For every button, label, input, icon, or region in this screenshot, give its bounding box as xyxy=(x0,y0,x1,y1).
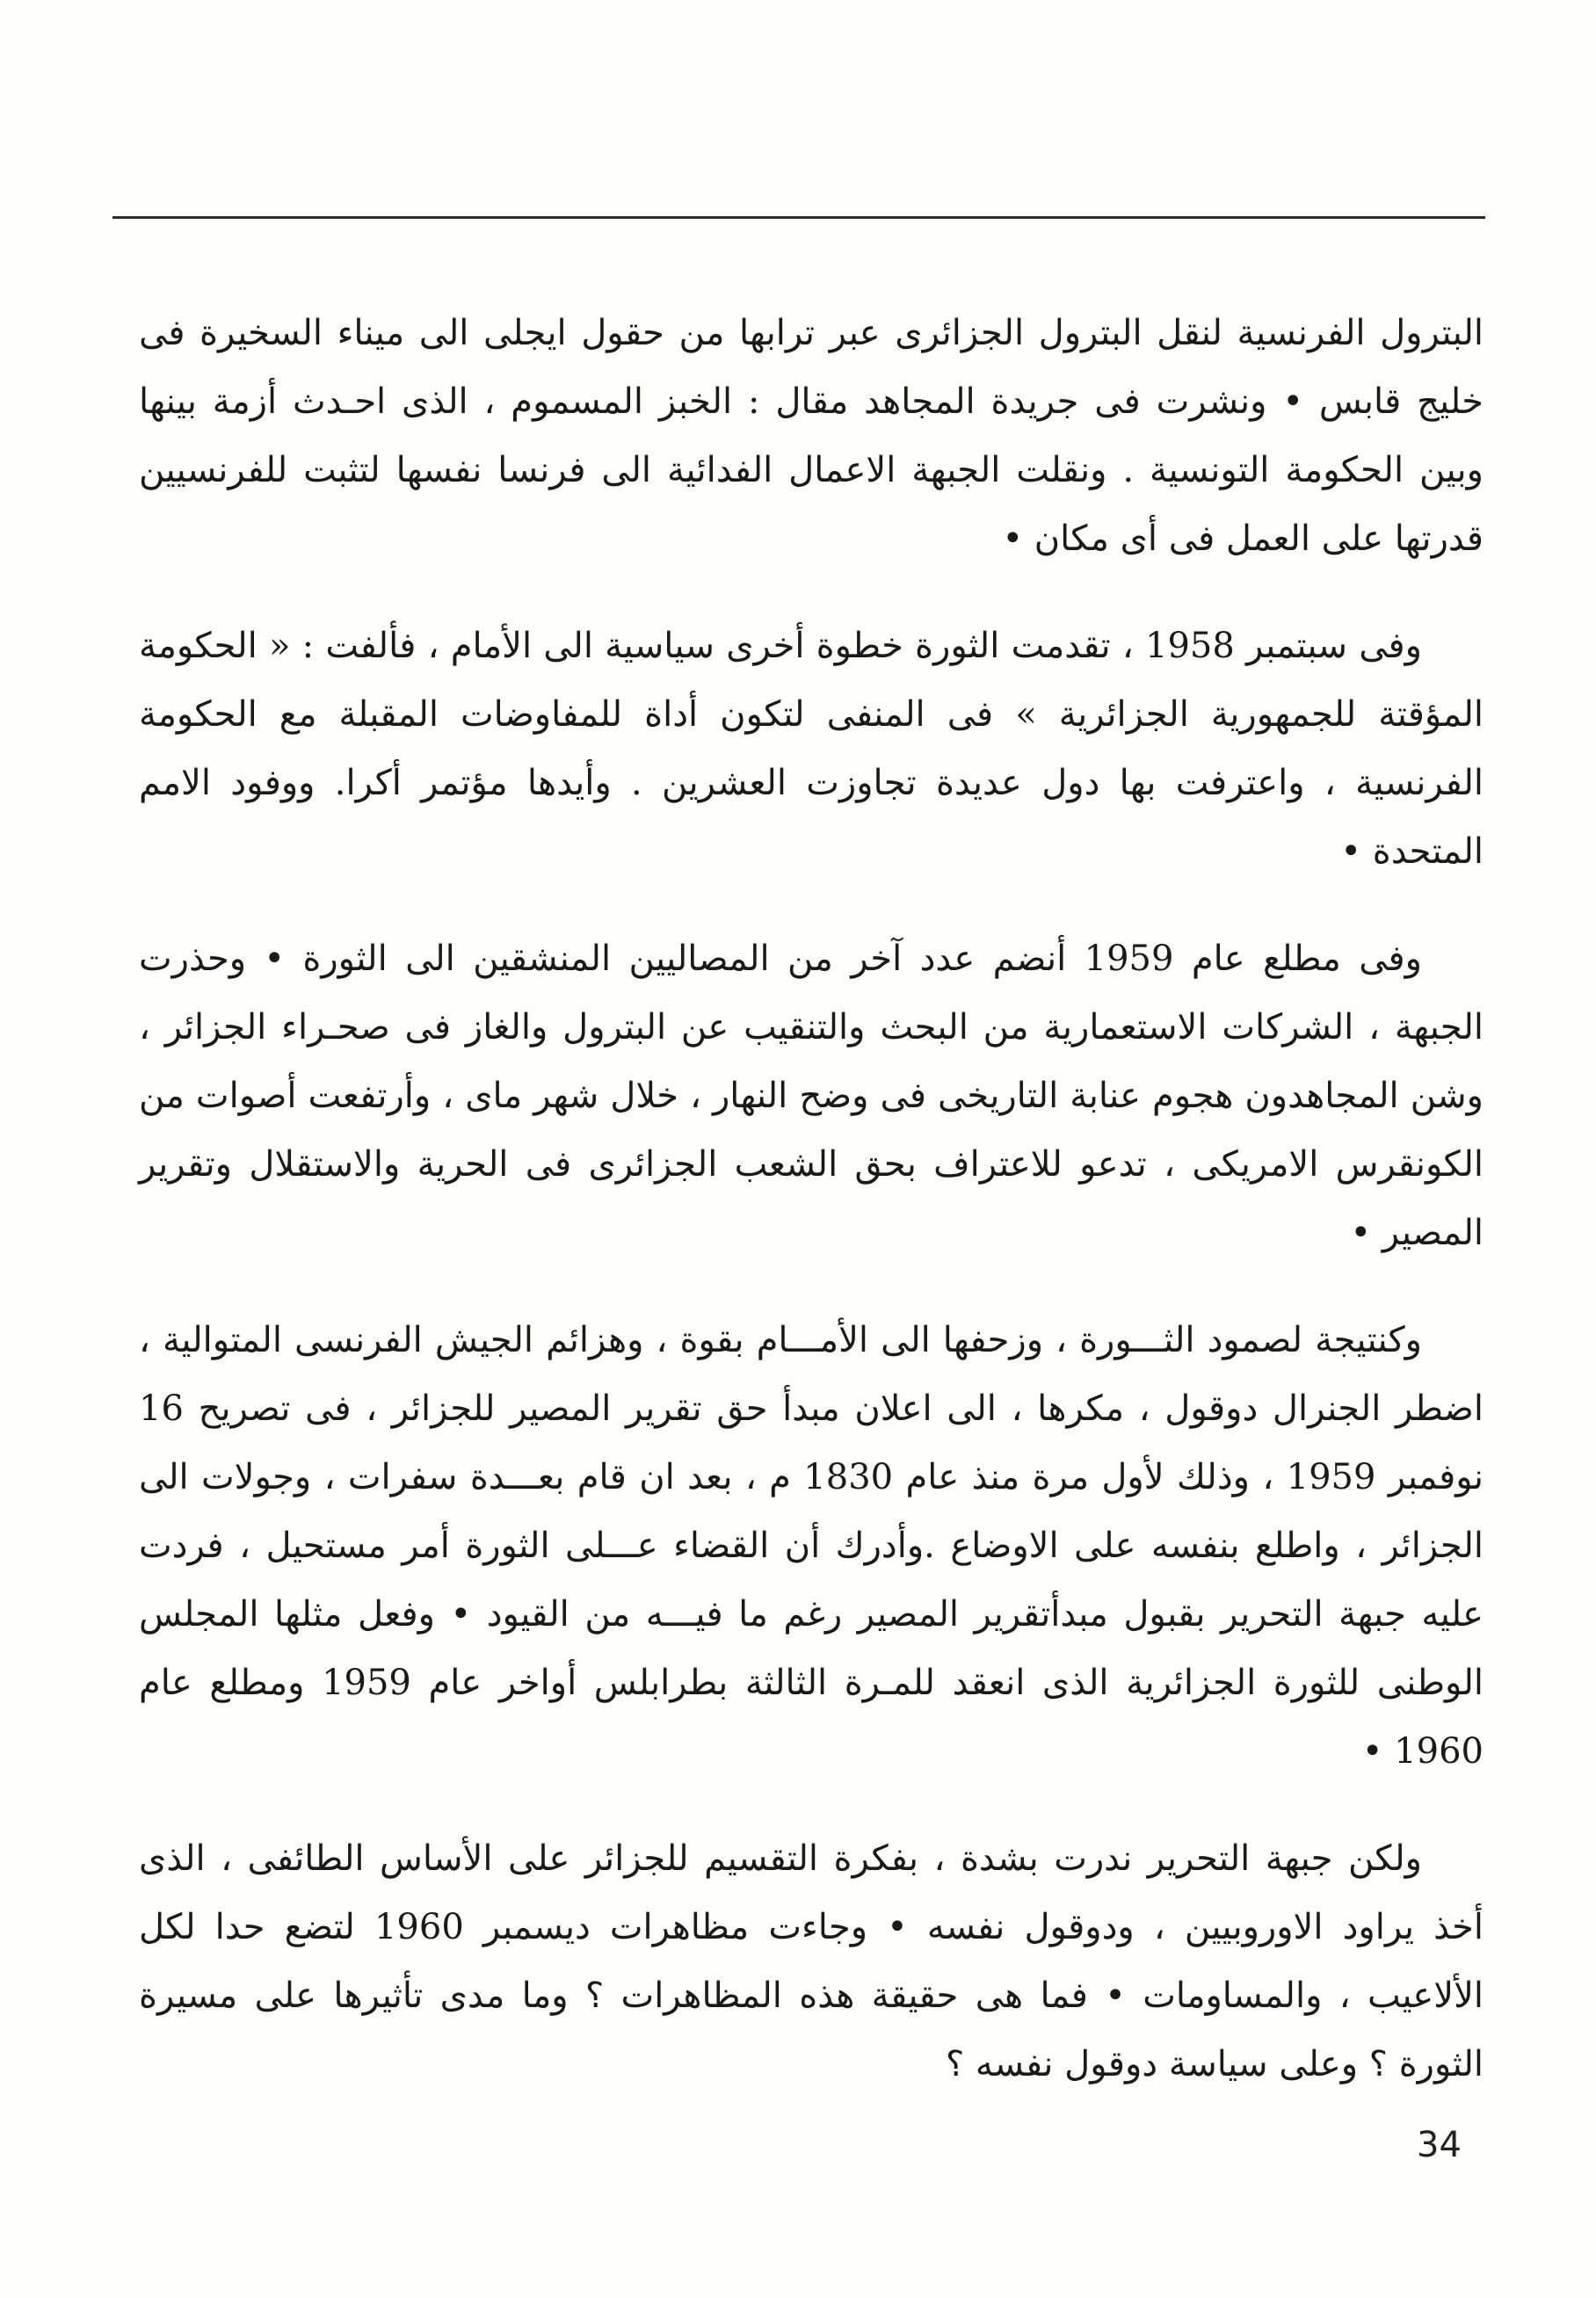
document-body xyxy=(139,299,1484,2137)
paragraph-3: وفى مطلع عام 1959 أنضم عدد آخر من المصاليين المنشقين الى الثورة • وحذرت الجبهة ، الشركات الاستعمارية من البحث والتنقيب عن البترول والغاز فى صحـراء الجزائر ، وشن المجاهدون هجوم عنابة التاريخى فى وضح النهار ، خلال شهر ماى ، وأرتفعت أصوات من الكونقرس الامريكى ، تدعو للاعتراف بحق الشعب الجزائرى فى الحرية والاستقلال وتقرير المصير • xyxy=(139,939,1484,1253)
paragraph-5: ولكن جبهة التحرير ندرت بشدة ، بفكرة التقسيم للجزائر على الأساس الطائفى ، الذى أخذ يراود الاوروبيين ، ودوقول نفسه • وجاءت مظاهرات ديسمبر 1960 لتضع حدا لكل الألاعيب ، والمساومات • فما هى حقيقة هذه المظاهرات ؟ وما مدى تأثيرها على مسيرة الثورة ؟ وعلى سياسة دوقول نفسه ؟ xyxy=(139,1838,1484,2084)
page-number: 34 xyxy=(1417,2125,1462,2165)
paragraph-2: وفى سبتمبر 1958 ، تقدمت الثورة خطوة أخرى سياسية الى الأمام ، فألفت : « الحكومة المؤقتة للجمهورية الجزائرية » فى المنفى لتكون أداة للمفاوضات المقبلة مع الحكومة الفرنسية ، واعترفت بها دول عديدة تجاوزت العشرين . وأيدها مؤتمر أكرا. ووفود الامم المتحدة • xyxy=(139,626,1484,872)
header-rule xyxy=(112,216,1485,219)
paragraph-4: وكنتيجة لصمود الثـــورة ، وزحفها الى الأمـــام بقوة ، وهزائم الجيش الفرنسى المتوالية ، اضطر الجنرال دوقول ، مكرها ، الى اعلان مبدأ حق تقرير المصير للجزائر ، فى تصريح 16 نوفمبر 1959 ، وذلك لأول مرة منذ عام 1830 م ، بعد ان قام بعـــدة سفرات ، وجولات الى الجزائر ، واطلع بنفسه على الاوضاع .وأدرك أن القضاء عـــلى الثورة أمر مستحيل ، فردت عليه جبهة التحرير بقبول مبدأتقرير المصير رغم ما فيـــه من القيود • وفعل مثلها المجلس الوطنى للثورة الجزائرية الذى انعقد للمـرة الثالثة بطرابلس أواخر عام 1959 ومطلع عام 1960 • xyxy=(139,1320,1484,1772)
paragraph-1: البترول الفرنسية لنقل البترول الجزائرى عبر ترابها من حقول ايجلى الى ميناء السخيرة فى خليج قابس • ونشرت فى جريدة المجاهد مقال : الخبز المسموم ، الذى احـدث أزمة بينها وبين الحكومة التونسية . ونقلت الجبهة الاعمال الفدائية الى فرنسا نفسها لتثبت للفرنسيين قدرتها على العمل فى أى مكان • xyxy=(139,313,1484,559)
